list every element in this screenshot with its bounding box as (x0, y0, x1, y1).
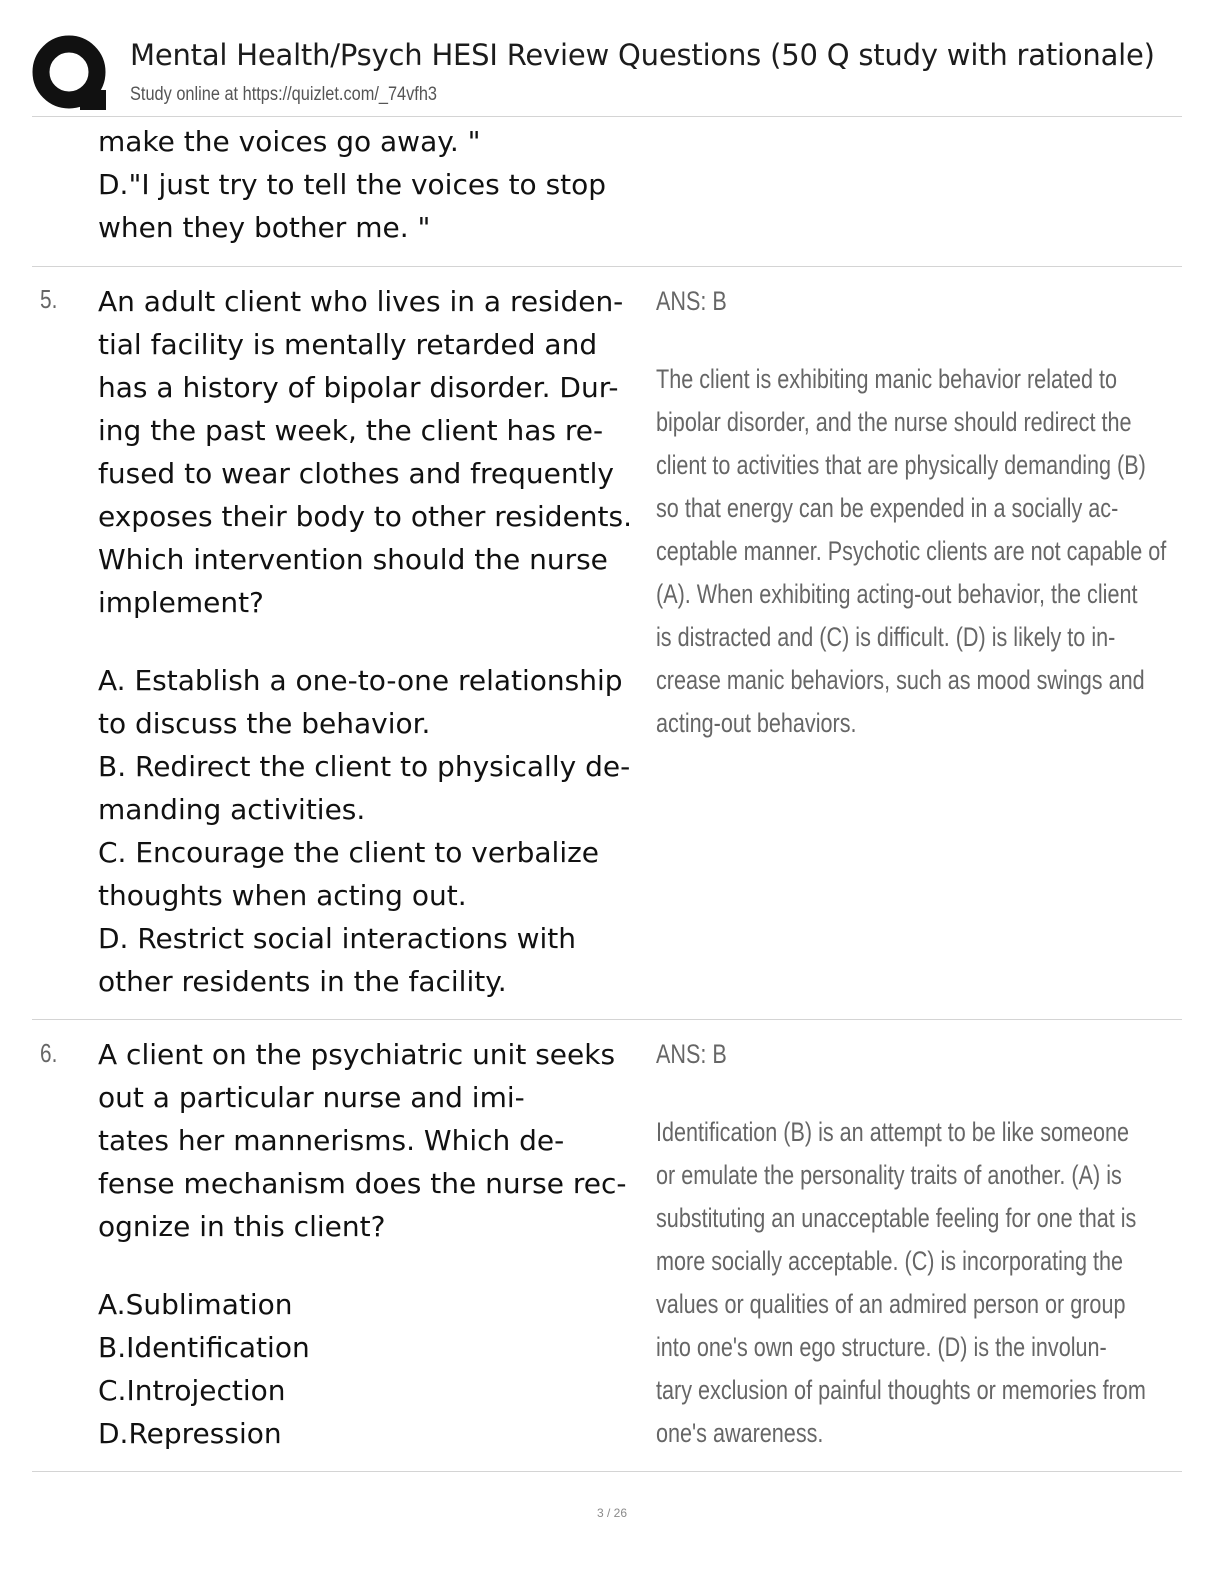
answer-6 (656, 1033, 1146, 1455)
rationale-line: more socially acceptable. (C) is incorporating the (656, 1246, 1124, 1276)
question-stem-line: ing the past week, the client has re- (98, 414, 604, 447)
divider (32, 1019, 1182, 1020)
option-line: A.Sublimation (98, 1288, 293, 1321)
document-title: Mental Health/Psych HESI Review Questions (50 Q study with rationale) (130, 38, 1155, 72)
question-6 (98, 1033, 626, 1455)
option-line: manding activities. (98, 793, 366, 826)
rationale-line: bipolar disorder, and the nurse should redirect the (656, 407, 1132, 437)
quizlet-logo-icon (32, 34, 110, 112)
study-online-link[interactable]: Study online at https://quizlet.com/_74vfh3 (130, 84, 438, 105)
page-header (32, 28, 1182, 112)
rationale-line: acting-out behaviors. (656, 708, 857, 738)
option-line: D."I just try to tell the voices to stop (98, 168, 607, 201)
answer-label: ANS: B (656, 286, 727, 316)
rationale-line: one's awareness. (656, 1418, 824, 1448)
option-line: C. Encourage the client to verbalize (98, 836, 600, 869)
question-stem-line: tates her mannerisms. Which de- (98, 1124, 565, 1157)
question-stem-line: An adult client who lives in a residen- (98, 285, 624, 318)
option-line: C.Introjection (98, 1374, 286, 1407)
question-stem-line: out a particular nurse and imi- (98, 1081, 525, 1114)
rationale-line: or emulate the personality traits of another. (A) is (656, 1160, 1122, 1190)
option-line: B.Identification (98, 1331, 310, 1364)
question-stem-line: exposes their body to other residents. (98, 500, 633, 533)
option-line: D. Restrict social interactions with (98, 922, 576, 955)
rationale-line: ceptable manner. Psychotic clients are not capable of (656, 536, 1167, 566)
rationale-line: crease manic behaviors, such as mood swings and (656, 665, 1145, 695)
rationale-line: (A). When exhibiting acting-out behavior, the client (656, 579, 1138, 609)
answer-label: ANS: B (656, 1039, 727, 1069)
previous-question-continuation (98, 120, 606, 249)
option-line: to discuss the behavior. (98, 707, 431, 740)
rationale-line: The client is exhibiting manic behavior related to (656, 364, 1118, 394)
rationale-line: so that energy can be expended in a socially ac- (656, 493, 1119, 523)
option-line: B. Redirect the client to physically de- (98, 750, 631, 783)
question-stem-line: tial facility is mentally retarded and (98, 328, 598, 361)
answer-5 (656, 280, 1166, 745)
rationale-line: tary exclusion of painful thoughts or memories from (656, 1375, 1146, 1405)
rationale-line: client to activities that are physically demanding (B) (656, 450, 1146, 480)
rationale-line: is distracted and (C) is difficult. (D) is likely to in- (656, 622, 1116, 652)
divider (32, 116, 1182, 117)
option-line: other residents in the facility. (98, 965, 507, 998)
divider (32, 1471, 1182, 1472)
question-stem-line: ognize in this client? (98, 1210, 386, 1243)
question-stem-line: fused to wear clothes and frequently (98, 457, 614, 490)
rationale-line: Identification (B) is an attempt to be like someone (656, 1117, 1130, 1147)
option-line: thoughts when acting out. (98, 879, 467, 912)
question-stem-line: has a history of bipolar disorder. Dur- (98, 371, 619, 404)
option-line: when they bother me. " (98, 211, 431, 244)
question-number: 5. (40, 284, 58, 314)
question-5 (98, 280, 632, 1003)
question-number: 6. (40, 1038, 58, 1068)
question-stem-line: Which intervention should the nurse (98, 543, 608, 576)
page-number: 3 / 26 (596, 1506, 628, 1520)
rationale-line: substituting an unacceptable feeling for one that is (656, 1203, 1137, 1233)
question-stem-line: implement? (98, 586, 264, 619)
option-line: D.Repression (98, 1417, 282, 1450)
rationale-line: into one's own ego structure. (D) is the involun- (656, 1332, 1107, 1362)
question-stem-line: A client on the psychiatric unit seeks (98, 1038, 616, 1071)
rationale-line: values or qualities of an admired person or group (656, 1289, 1126, 1319)
divider (32, 266, 1182, 267)
option-line: make the voices go away. " (98, 125, 481, 158)
question-stem-line: fense mechanism does the nurse rec- (98, 1167, 627, 1200)
option-line: A. Establish a one-to-one relationship (98, 664, 623, 697)
